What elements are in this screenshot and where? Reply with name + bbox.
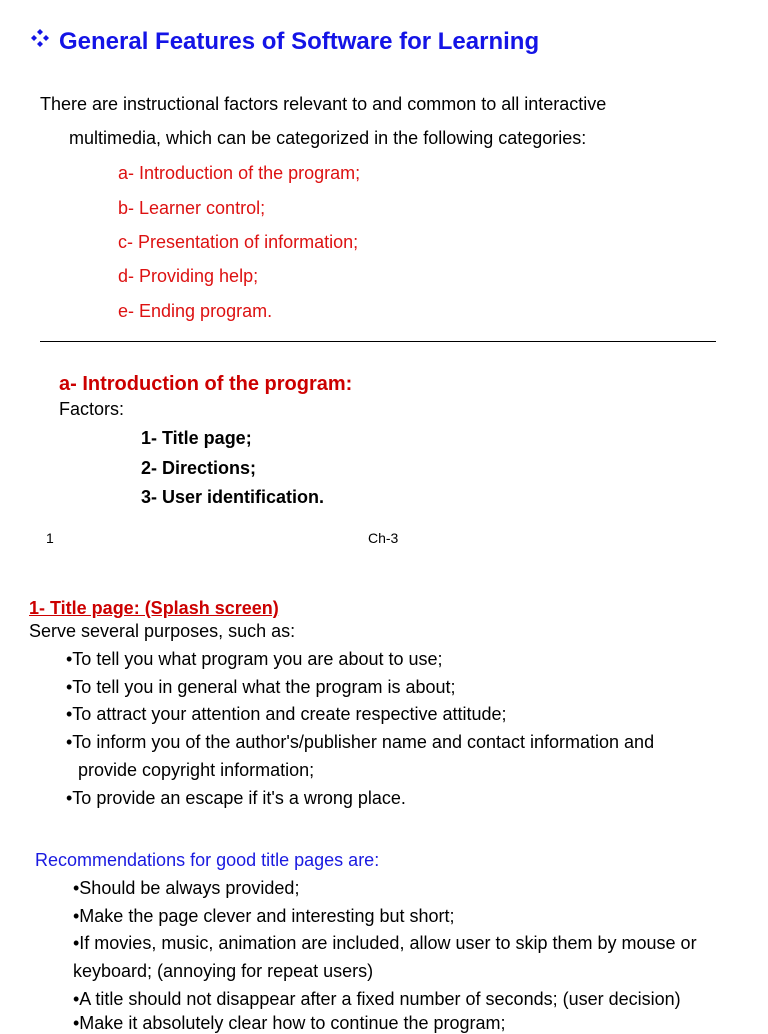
title-page-bullet: •To provide an escape if it's a wrong place.: [66, 788, 406, 808]
recommendation-bullet-continuation: keyboard; (annoying for repeat users): [73, 961, 374, 981]
recommendations-heading: Recommendations for good title pages are:: [35, 850, 380, 870]
footer-page-number: 1: [46, 530, 54, 546]
recommendation-bullet: •Make it absolutely clear how to continue the program;: [73, 1013, 506, 1033]
factor-item-1: 1- Title page;: [141, 428, 252, 448]
title-page-bullet: •To attract your attention and create respective attitude;: [66, 704, 507, 724]
title-page-intro: Serve several purposes, such as:: [29, 621, 296, 641]
factors-label: Factors:: [59, 399, 125, 419]
recommendation-bullet: •Should be always provided;: [73, 878, 300, 898]
recommendation-bullet: •Make the page clever and interesting but short;: [73, 906, 455, 926]
category-item-b: b- Learner control;: [118, 198, 266, 218]
category-item-e: e- Ending program.: [118, 301, 273, 321]
title-page-bullet: •To tell you what program you are about to use;: [66, 649, 443, 669]
intro-text-line-2: multimedia, which can be categorized in the following categories:: [69, 128, 587, 148]
title-page-bullet-continuation: provide copyright information;: [78, 760, 315, 780]
section-divider: [40, 341, 716, 342]
intro-text-line-1: There are instructional factors relevant to and common to all interactive: [40, 94, 607, 114]
category-item-d: d- Providing help;: [118, 266, 259, 286]
diamond-bullet-icon: [30, 28, 50, 48]
recommendation-bullet: •A title should not disappear after a fixed number of seconds; (user decision): [73, 989, 681, 1009]
section-a-title: a- Introduction of the program:: [59, 373, 353, 395]
factor-item-3: 3- User identification.: [141, 487, 325, 507]
footer-chapter: Ch-3: [368, 530, 399, 546]
category-item-a: a- Introduction of the program;: [118, 163, 361, 183]
recommendation-bullet: •If movies, music, animation are included, allow user to skip them by mouse or: [73, 933, 697, 953]
title-page-bullet: •To tell you in general what the program is about;: [66, 677, 456, 697]
category-item-c: c- Presentation of information;: [118, 232, 359, 252]
page-heading: General Features of Software for Learning: [59, 28, 540, 55]
title-page-heading: 1- Title page: (Splash screen): [29, 598, 279, 618]
factor-item-2: 2- Directions;: [141, 458, 257, 478]
title-page-bullet: •To inform you of the author's/publisher name and contact information and: [66, 732, 655, 752]
